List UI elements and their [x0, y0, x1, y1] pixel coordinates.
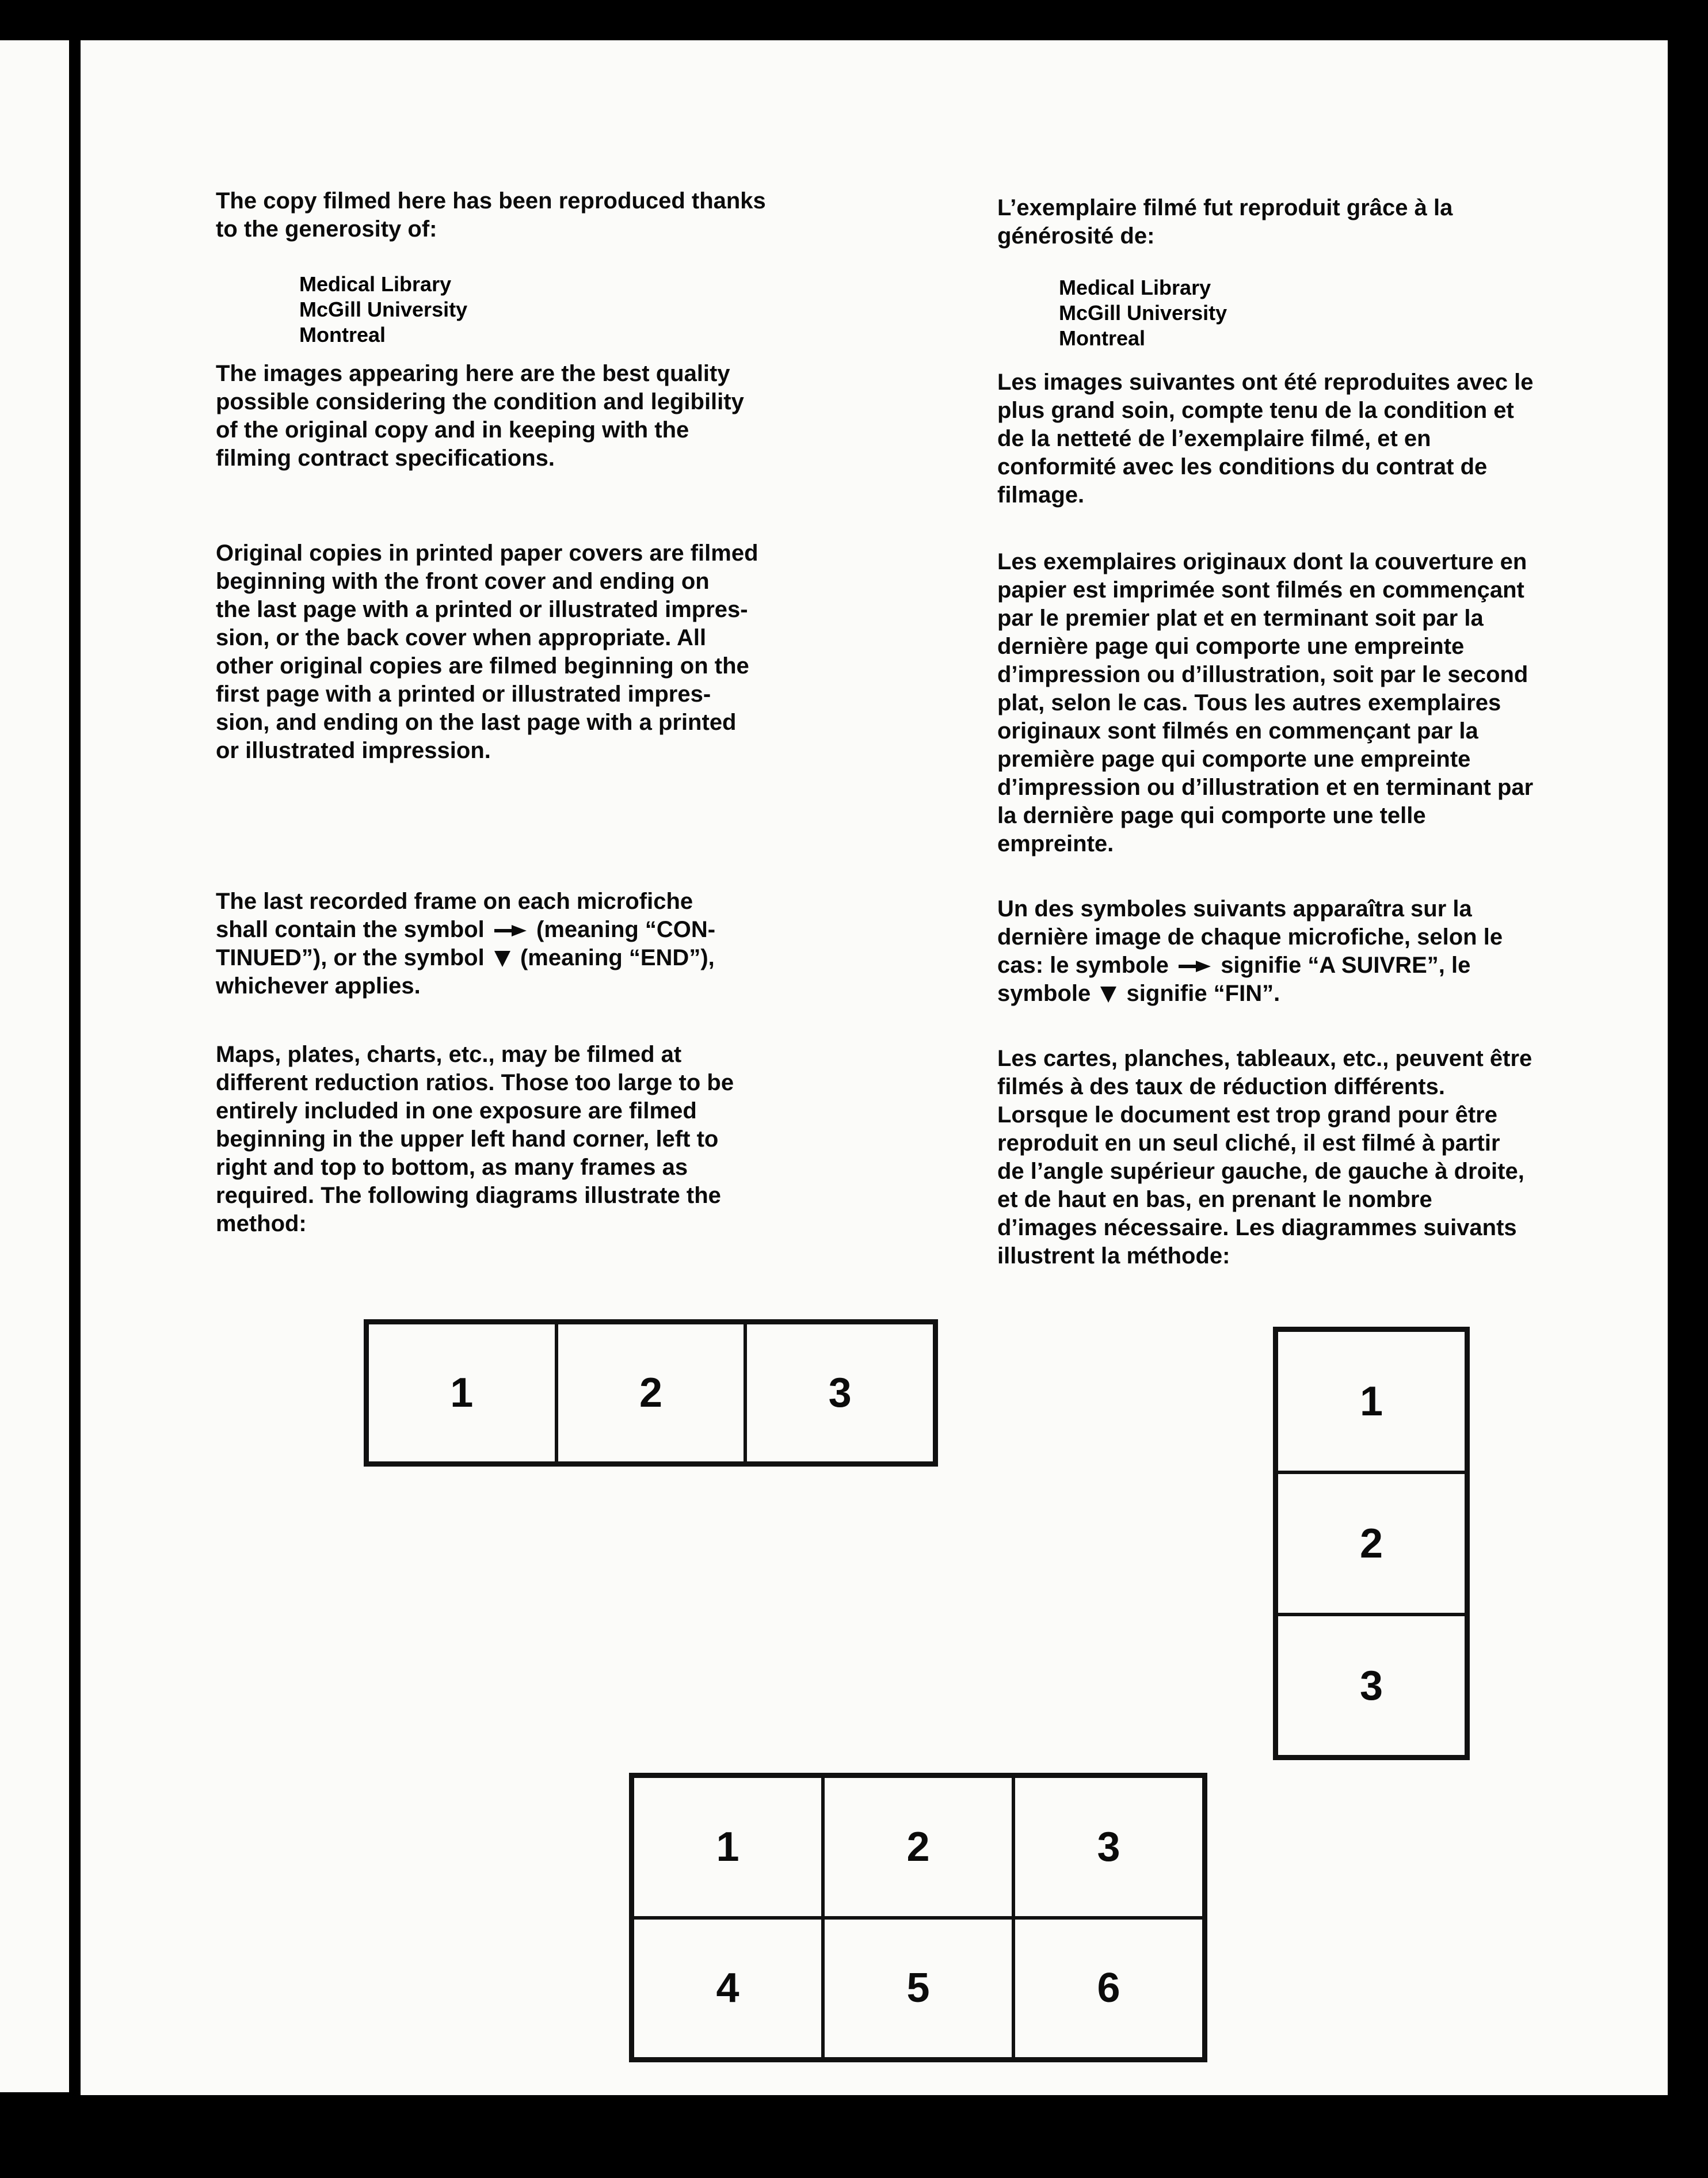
english-maps: Maps, plates, charts, etc., may be filmed at different reduction ratios. Those too large to be entirely included in one exposure are filmed beginning in the upper left hand corner, left to right and top to bottom, as many frames as required. The following diagrams illustrate the method:: [216, 1042, 734, 1236]
triangle-down-icon: [1100, 987, 1116, 1003]
french-maps: Les cartes, planches, tableaux, etc., peuvent être filmés à des taux de réduction différents. Lorsque le document est trop grand pour être reproduit en un seul cliché, il est filmé à partir de l’angle supérieur gauche, de gauche à droite, et de haut en bas, en prenant le nombre d’images nécessaire. Les diagrammes suivants illustrent la méthode:: [997, 1046, 1532, 1269]
frame-cell: 1: [1276, 1330, 1466, 1472]
frame-cell: 2: [823, 1776, 1013, 1918]
diagram-vertical: [1273, 1327, 1470, 1760]
frame-cell: 2: [556, 1323, 746, 1463]
frame-cell: 5: [823, 1918, 1013, 2059]
french-symbols: Un des symboles suivants apparaîtra sur la dernière image de chaque microfiche, selon le cas: le symbole signifie “A SUIVRE”, le symbole signifie “FIN”.: [997, 896, 1503, 1006]
frame-cell: 6: [1013, 1918, 1204, 2059]
english-quality: The images appearing here are the best quality possible considering the condition and legibility of the original copy and in keeping with the filming contract specifications.: [216, 361, 744, 471]
previous-page-edge: [0, 40, 69, 2092]
frame-cell: 4: [632, 1918, 823, 2059]
english-covers: Original copies in printed paper covers are filmed beginning with the front cover and ending on the last page with a printed or illustrated impres- sion, or the back cover when appropriate. All other original copies are filmed beginning on the first page with a printed or illustrated impres- sion, and ending on the last page with a printed or illustrated impression.: [216, 540, 758, 763]
frame-cell: 2: [1276, 1472, 1466, 1615]
triangle-down-icon: [494, 951, 510, 967]
diagram-horizontal: [364, 1319, 938, 1467]
diagram-grid: [629, 1773, 1207, 2062]
arrow-right-icon: [494, 924, 527, 937]
english-column: [216, 187, 906, 243]
english-symbols: The last recorded frame on each microfiche shall contain the symbol (meaning “CON- TINUED”), or the symbol (meaning “END”), whichever applies.: [216, 889, 716, 999]
english-intro: The copy filmed here has been reproduced thanks to the generosity of:: [216, 188, 766, 242]
french-acknowledgement: Medical Library McGill University Montreal: [1059, 276, 1227, 350]
french-covers: Les exemplaires originaux dont la couverture en papier est imprimée sont filmés en commençant par le premier plat et en terminant soit par la dernière page qui comporte une empreinte d’impression ou d’illustration, soit par le second plat, selon le cas. Tous les autres exemplaires originaux sont filmés en commençant par la première page qui comporte une empreinte d’impression ou d’illustration et en terminant par la dernière page qui comporte une telle empreinte.: [997, 549, 1534, 856]
french-quality: Les images suivantes ont été reproduites avec le plus grand soin, compte tenu de la condition et de la netteté de l’exemplaire filmé, et en conformité avec les conditions du contrat de filmage.: [997, 370, 1534, 508]
frame-cell: 1: [632, 1776, 823, 1918]
french-column: [997, 194, 1653, 250]
arrow-right-icon: [1179, 960, 1211, 973]
french-intro: L’exemplaire filmé fut reproduit grâce à la générosité de:: [997, 195, 1453, 249]
frame-cell: 3: [1013, 1776, 1204, 1918]
english-acknowledgement: Medical Library McGill University Montreal: [299, 272, 468, 346]
frame-cell: 3: [1276, 1615, 1466, 1757]
frame-cell: 3: [745, 1323, 935, 1463]
frame-cell: 1: [367, 1323, 556, 1463]
